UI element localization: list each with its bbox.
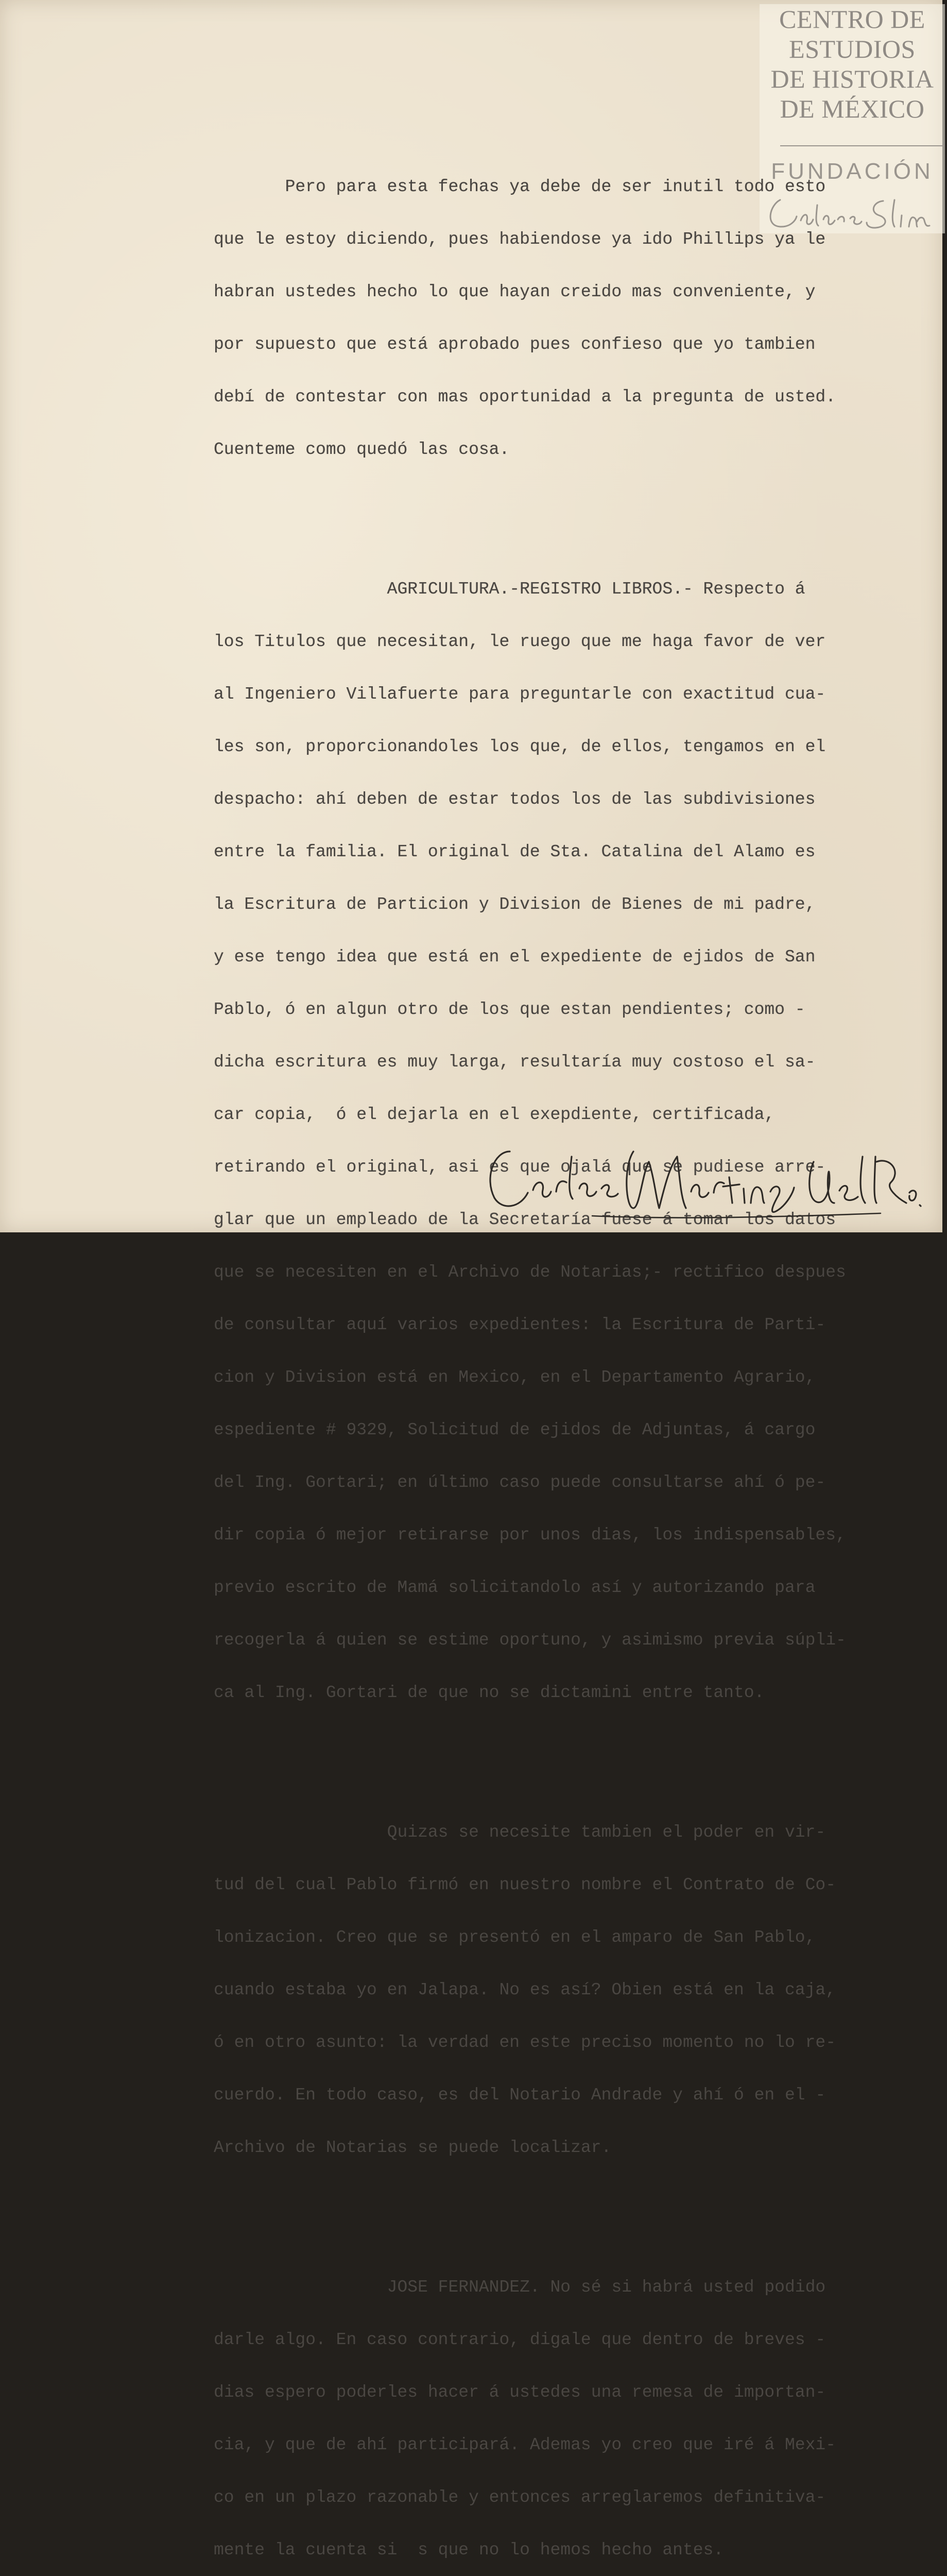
paragraph xyxy=(214,143,914,494)
text-line: habran ustedes hecho lo que hayan creido mas conveniente, y xyxy=(214,282,816,301)
text-line: cia, y que de ahí participará. Ademas yo creo que iré á Mexi- xyxy=(214,2435,836,2454)
text-line: Archivo de Notarias se puede localizar. xyxy=(214,2138,612,2157)
text-line: darle algo. En caso contrario, digale que dentro de breves - xyxy=(214,2330,826,2349)
text-line: que le estoy diciendo, pues habiendose ya ido Phillips ya le xyxy=(214,230,826,249)
watermark-line: ESTUDIOS xyxy=(789,35,916,63)
text-line: que se necesiten en el Archivo de Notarias;- rectifico despues xyxy=(214,1263,846,1282)
text-line: cuerdo. En todo caso, es del Notario Andrade y ahí ó en el - xyxy=(214,2086,826,2105)
watermark-foundation: FUNDACIÓN xyxy=(771,159,934,184)
text-line: mente la cuenta si s que no lo hemos hecho antes. xyxy=(214,2540,724,2560)
text-line: co en un plazo razonable y entonces arreglaremos definitiva- xyxy=(214,2488,826,2507)
text-line: por supuesto que está aprobado pues confieso que yo tambien xyxy=(214,335,816,354)
text-line: al Ingeniero Villafuerte para preguntarle con exactitud cua- xyxy=(214,685,826,704)
text-line: espediente # 9329, Solicitud de ejidos de Adjuntas, á cargo xyxy=(214,1420,816,1439)
text-line: del Ing. Gortari; en último caso puede consultarse ahí ó pe- xyxy=(214,1473,826,1492)
paragraph xyxy=(214,1789,914,2192)
text-line: Pablo, ó en algun otro de los que estan pendientes; como - xyxy=(214,1000,805,1019)
text-line: dicha escritura es muy larga, resultaría muy costoso el sa- xyxy=(214,1053,816,1072)
typed-letter-body xyxy=(214,108,914,2576)
watermark-line: DE HISTORIA xyxy=(770,64,934,93)
text-line: ca al Ing. Gortari de que no se dictamini entre tanto. xyxy=(214,1683,765,1702)
text-line: cuando estaba yo en Jalapa. No es así? Obien está en la caja, xyxy=(214,1980,836,1999)
text-line: glar que un empleado de la Secretaría fuese á tomar los datos xyxy=(214,1210,836,1229)
handwritten-signature xyxy=(479,1131,922,1224)
text-line: Pero para esta fechas ya debe de ser inutil todo esto xyxy=(214,177,826,196)
watermark-line: CENTRO DE xyxy=(779,5,925,33)
text-line: de consultar aquí varios expedientes: la Escritura de Parti- xyxy=(214,1315,826,1334)
text-line: entre la familia. El original de Sta. Catalina del Alamo es xyxy=(214,842,816,861)
text-line: car copia, ó el dejarla en el exepdiente, certificada, xyxy=(214,1105,775,1124)
paragraph xyxy=(214,2244,914,2576)
text-line: dias espero poderles hacer á ustedes una remesa de importan- xyxy=(214,2383,826,2402)
text-line: debí de contestar con mas oportunidad a la pregunta de usted. xyxy=(214,387,836,406)
text-line: recogerla á quien se estime oportuno, y asimismo previa súpli- xyxy=(214,1631,846,1650)
text-line: despacho: ahí deben de estar todos los de las subdivisiones xyxy=(214,790,816,809)
text-line: les son, proporcionandoles los que, de ellos, tengamos en el xyxy=(214,737,826,756)
text-line: la Escritura de Particion y Division de Bienes de mi padre, xyxy=(214,895,816,914)
text-line: y ese tengo idea que está en el expediente de ejidos de San xyxy=(214,947,816,967)
text-line: Quizas se necesite tambien el poder en vir- xyxy=(214,1823,826,1842)
text-line: dir copia ó mejor retirarse por unos dias, los indispensables, xyxy=(214,1526,846,1545)
text-line: lonizacion. Creo que se presentó en el amparo de San Pablo, xyxy=(214,1928,816,1947)
text-line: previo escrito de Mamá solicitandolo así y autorizando para xyxy=(214,1578,816,1597)
text-line: JOSE FERNANDEZ. No sé si habrá usted podido xyxy=(214,2278,826,2297)
text-line: ó en otro asunto: la verdad en este preciso momento no lo re- xyxy=(214,2033,836,2052)
text-line: cion y Division está en Mexico, en el Departamento Agrario, xyxy=(214,1368,816,1387)
text-line: retirando el original, asi es que ojalá que se pudiese arre- xyxy=(214,1158,826,1177)
text-line: tud del cual Pablo firmó en nuestro nombre el Contrato de Co- xyxy=(214,1875,836,1894)
text-line: los Titulos que necesitan, le ruego que me haga favor de ver xyxy=(214,632,826,651)
text-line: AGRICULTURA.-REGISTRO LIBROS.- Respecto á xyxy=(214,580,805,599)
text-line: Cuenteme como quedó las cosa. xyxy=(214,440,510,459)
watermark-line: DE MÉXICO xyxy=(780,94,925,123)
